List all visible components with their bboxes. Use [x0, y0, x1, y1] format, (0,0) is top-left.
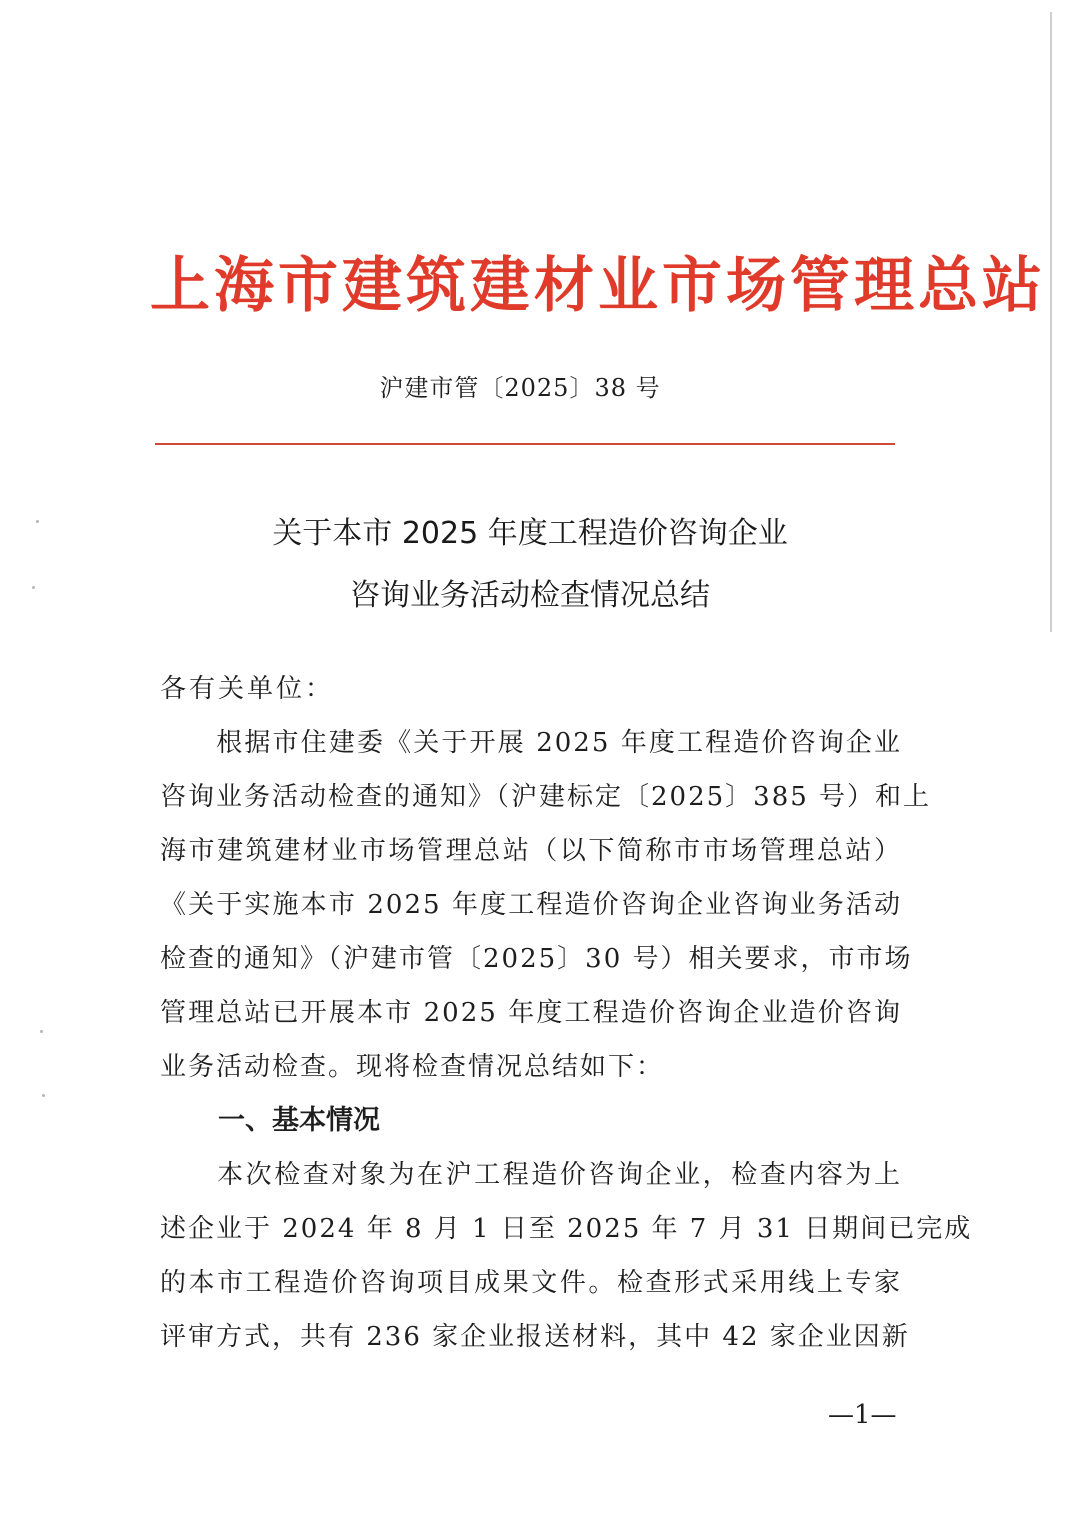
paragraph-line: 的本市工程造价咨询项目成果文件。检查形式采用线上专家	[160, 1268, 902, 1298]
paragraph-line: 咨询业务活动检查的通知》（沪建标定〔2025〕385 号）和上	[160, 782, 932, 812]
scan-speck	[32, 586, 35, 589]
paragraph-line: 海市建筑建材业市场管理总站（以下简称市市场管理总站）	[160, 836, 902, 866]
paragraph-line: 《关于实施本市 2025 年度工程造价咨询企业咨询业务活动	[160, 890, 902, 920]
document-number: 沪建市管〔2025〕38 号	[379, 374, 661, 402]
paragraph-line: 根据市住建委《关于开展 2025 年度工程造价咨询企业	[160, 728, 902, 758]
salutation: 各有关单位：	[160, 674, 335, 704]
paragraph-line: 检查的通知》（沪建市管〔2025〕30 号）相关要求，市市场	[160, 944, 913, 974]
scan-speck	[40, 1030, 43, 1033]
paragraph-line: 评审方式，共有 236 家企业报送材料，其中 42 家企业因新	[160, 1322, 910, 1352]
scan-speck	[42, 1094, 45, 1097]
section-heading: 一、基本情况	[218, 1105, 380, 1136]
page-number: —1—	[828, 1400, 897, 1430]
issuing-organization: 上海市建筑建材业市场管理总站	[150, 251, 1046, 321]
paragraph-line: 业务活动检查。现将检查情况总结如下：	[160, 1052, 665, 1082]
document-title-line-2: 咨询业务活动检查情况总结	[350, 578, 710, 613]
scan-edge-line	[1050, 12, 1052, 632]
red-divider	[155, 443, 895, 445]
paragraph-line: 管理总站已开展本市 2025 年度工程造价咨询企业造价咨询	[160, 998, 902, 1028]
document-title-line-1: 关于本市 2025 年度工程造价咨询企业	[272, 516, 788, 551]
scan-speck	[36, 520, 39, 523]
paragraph-line: 述企业于 2024 年 8 月 1 日至 2025 年 7 月 31 日期间已完成	[160, 1214, 973, 1244]
paragraph-line: 本次检查对象为在沪工程造价咨询企业，检查内容为上	[160, 1160, 902, 1190]
